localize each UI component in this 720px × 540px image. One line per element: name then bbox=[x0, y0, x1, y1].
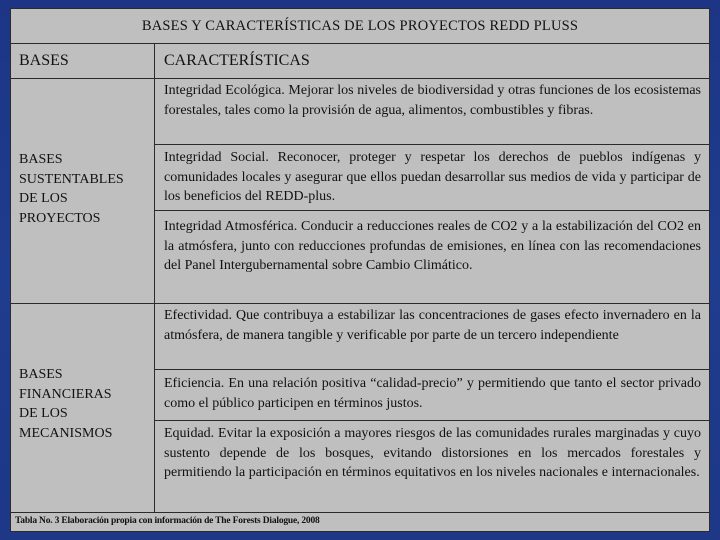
cell-integridad-ecologica: Integridad Ecológica. Mejorar los niveles de biodiversidad y otras funciones de los ecosistemas forestales, tales como la provisión de agua, alimentos, combustibles y fibras. bbox=[164, 83, 701, 118]
redd-table bbox=[10, 8, 710, 532]
table-header-row bbox=[11, 44, 709, 79]
footer-note: Tabla No. 3 Elaboración propia con información de The Forests Dialogue, 2008 bbox=[15, 516, 320, 526]
cell-integridad-social: Integridad Social. Reconocer, proteger y respetar los derechos de pueblos indígenas y comunidades locales y asegurar que ellos puedan desarrollar sus medios de vida y participar de los beneficios del REDD-plus. bbox=[155, 144, 709, 210]
cell-efectividad: Efectividad. Que contribuya a estabilizar las concentraciones de gases efecto invernadero en la atmósfera, de manera tangible y verificable por parte de un tercero independiente bbox=[164, 308, 701, 343]
header-bases: BASES bbox=[19, 52, 69, 69]
group-label-financieras: BASES FINANCIERAS DE LOS MECANISMOS bbox=[19, 367, 113, 441]
group-label-sustentables: BASES SUSTENTABLES DE LOS PROYECTOS bbox=[19, 152, 124, 226]
cell-eficiencia: Eficiencia. En una relación positiva “calidad-precio” y permitiendo que tanto el sector privado como el público participen en términos justos. bbox=[155, 369, 709, 420]
table-footer bbox=[11, 512, 709, 532]
header-caracteristicas: CARACTERÍSTICAS bbox=[164, 52, 310, 69]
cell-equidad: Equidad. Evitar la exposición a mayores riesgos de las comunidades rurales marginadas y cuyo sustento depende de los bosques, evitando distorsiones en los mercados forestales y permitiendo la participación en términos equitativos en los niveles nacionales e internacionales. bbox=[155, 420, 709, 512]
cell-integridad-atmosferica: Integridad Atmosférica. Conducir a reducciones reales de CO2 y a la estabilización del CO2 en la atmósfera, junto con reducciones profundas de emisiones, en línea con las recomendaciones del Panel Intergubernamental sobre Cambio Climático. bbox=[155, 210, 709, 303]
table-title: BASES Y CARACTERÍSTICAS DE LOS PROYECTOS REDD PLUSS bbox=[11, 9, 709, 44]
